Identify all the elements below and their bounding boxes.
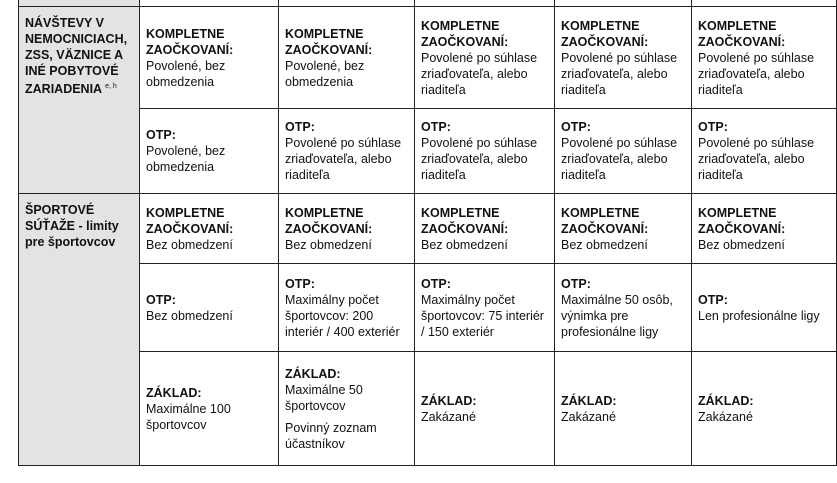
row-header-visits: NÁVŠTEVY V NEMOCNICIACH, ZSS, VÄZNICE A INÉ POBYTOVÉ ZARIADENIA $^{e, h}$ [19, 7, 140, 194]
table-cell: KOMPLETNE ZAOČKOVANÍ: Bez obmedzení [415, 194, 555, 264]
table-row [19, 352, 837, 466]
table-cell: OTP: Maximálny počet športovcov: 75 interiér / 150 exteriér [415, 264, 555, 352]
table-cell: OTP: Bez obmedzení [140, 264, 279, 352]
table-cell: KOMPLETNE ZAOČKOVANÍ: Povolené, bez obmedzenia [279, 7, 415, 109]
table-cell: ZÁKLAD: Zakázané [555, 352, 692, 466]
table-cell: KOMPLETNE ZAOČKOVANÍ: Povolené po súhlase zriaďovateľa, alebo riaditeľa [692, 7, 837, 109]
table-cell: OTP: Povolené po súhlase zriaďovateľa, alebo riaditeľa [415, 109, 555, 194]
table-cell: OTP: Len profesionálne ligy [692, 264, 837, 352]
table-cell: KOMPLETNE ZAOČKOVANÍ: Bez obmedzení [692, 194, 837, 264]
row-header-sport: ŠPORTOVÉ SÚŤAŽE - limity pre športovcov [19, 194, 140, 466]
table-cell: OTP: Povolené po súhlase zriaďovateľa, alebo riaditeľa [279, 109, 415, 194]
table-cell: OTP: Maximálne 50 osôb, výnimka pre profesionálne ligy [555, 264, 692, 352]
table-cell: KOMPLETNE ZAOČKOVANÍ: Povolené, bez obmedzenia [140, 7, 279, 109]
table-cell: OTP: Povolené po súhlase zriaďovateľa, alebo riaditeľa [692, 109, 837, 194]
table-row [19, 194, 837, 264]
table-cell: KOMPLETNE ZAOČKOVANÍ: Bez obmedzení [140, 194, 279, 264]
table-cell: OTP: Maximálny počet športovcov: 200 interiér / 400 exteriér [279, 264, 415, 352]
rules-table [18, 0, 837, 466]
table-cell: KOMPLETNE ZAOČKOVANÍ: Povolené po súhlase zriaďovateľa, alebo riaditeľa [555, 7, 692, 109]
table-cell: KOMPLETNE ZAOČKOVANÍ: Povolené po súhlase zriaďovateľa, alebo riaditeľa [415, 7, 555, 109]
table-row [19, 109, 837, 194]
table-cell: KOMPLETNE ZAOČKOVANÍ: Bez obmedzení [555, 194, 692, 264]
table-row [19, 264, 837, 352]
table-cell: ZÁKLAD: Maximálne 50 športovcov Povinný zoznam účastníkov [279, 352, 415, 466]
table-cell: ZÁKLAD: Zakázané [692, 352, 837, 466]
table-cell: KOMPLETNE ZAOČKOVANÍ: Bez obmedzení [279, 194, 415, 264]
table-cell: ZÁKLAD: Maximálne 100 športovcov [140, 352, 279, 466]
table-cell: ZÁKLAD: Zakázané [415, 352, 555, 466]
table-cell: OTP: Povolené, bez obmedzenia [140, 109, 279, 194]
table-cell: OTP: Povolené po súhlase zriaďovateľa, alebo riaditeľa [555, 109, 692, 194]
table-row [19, 7, 837, 109]
